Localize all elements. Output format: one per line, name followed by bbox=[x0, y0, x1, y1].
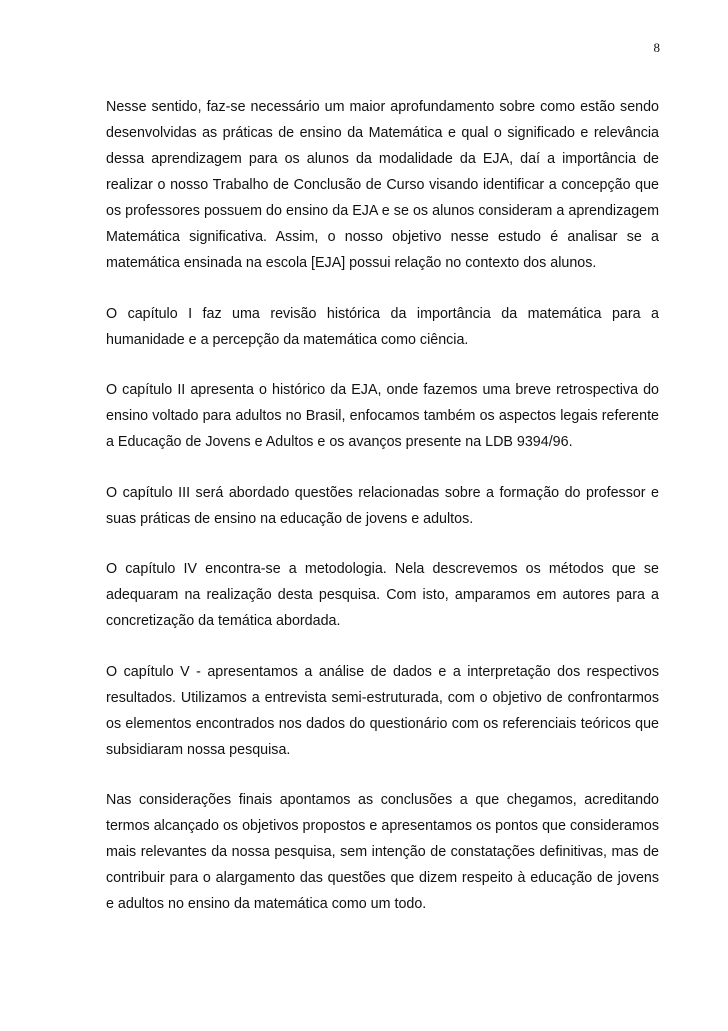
paragraph-chapter-3: O capítulo III será abordado questões relacionadas sobre a formação do professor e suas práticas de ensino na educação de jovens e adultos. bbox=[106, 484, 659, 527]
paragraph-chapter-2: O capítulo II apresenta o histórico da EJA, onde fazemos uma breve retrospectiva do ensino voltado para adultos no Brasil, enfocamos também os aspectos legais referente a Educação de Jovens e Adultos e os avanços presente na LDB 9394/96. bbox=[106, 382, 659, 450]
paragraph-chapter-5: O capítulo V - apresentamos a análise de dados e a interpretação dos respectivos resultados. Utilizamos a entrevista semi-estruturada, com o objetivo de confrontarmos os elementos encontrados nos dados do questionário com os referenciais teóricos que subsidiaram nossa pesquisa. bbox=[106, 663, 659, 758]
paragraph-chapter-4: O capítulo IV encontra-se a metodologia. Nela descrevemos os métodos que se adequaram na realização desta pesquisa. Com isto, amparamos em autores para a concretização da temática abordada. bbox=[106, 561, 659, 629]
body-text bbox=[106, 94, 659, 917]
page-number: 8 bbox=[653, 40, 660, 55]
paragraph-chapter-1: O capítulo I faz uma revisão histórica da importância da matemática para a humanidade e a percepção da matemática como ciência. bbox=[106, 305, 659, 348]
paragraph-introduction: Nesse sentido, faz-se necessário um maior aprofundamento sobre como estão sendo desenvolvidas as práticas de ensino da Matemática e qual o significado e relevância dessa aprendizagem para os alunos da modalidade da EJA, daí a importância de realizar o nosso Trabalho de Conclusão de Curso visando identificar a concepção que os professores possuem do ensino da EJA e se os alunos consideram a aprendizagem Matemática significativa. Assim, o nosso objetivo nesse estudo é analisar se a matemática ensinada na escola [EJA] possui relação no contexto dos alunos. bbox=[106, 99, 659, 271]
paragraph-final-considerations: Nas considerações finais apontamos as conclusões a que chegamos, acreditando termos alcançado os objetivos propostos e apresentamos os pontos que consideramos mais relevantes da nossa pesquisa, sem intenção de constatações definitivas, mas de contribuir para o alargamento das questões que dizem respeito à educação de jovens e adultos no ensino da matemática como um todo. bbox=[106, 792, 659, 912]
